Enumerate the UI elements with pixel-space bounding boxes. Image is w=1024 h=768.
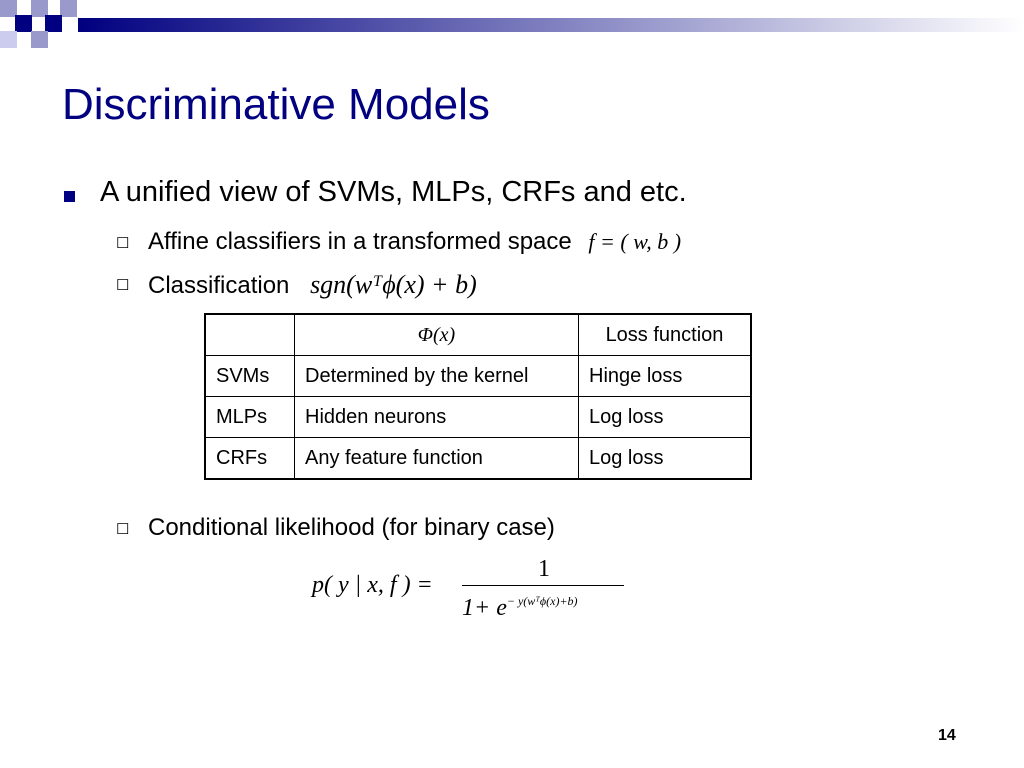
square-bullet-icon bbox=[64, 191, 75, 202]
table-header-cell: Φ(x) bbox=[295, 314, 579, 356]
hollow-square-bullet-icon: ☐ bbox=[116, 235, 130, 252]
comparison-table bbox=[204, 313, 752, 480]
equation-numerator: 1 bbox=[538, 556, 550, 582]
hollow-square-bullet-icon: ☐ bbox=[116, 521, 130, 538]
sub-bullet-affine-text: Affine classifiers in a transformed space f = ( w, b ) bbox=[148, 228, 682, 255]
table-row bbox=[205, 397, 751, 438]
main-bullet-text: A unified view of SVMs, MLPs, CRFs and etc. bbox=[100, 176, 687, 208]
sub-bullet-classification-text: Classification sgn(wᵀϕ(x) + b) bbox=[148, 270, 477, 299]
table-cell: Any feature function bbox=[295, 438, 579, 480]
page-title: Discriminative Models bbox=[62, 80, 490, 129]
page-number: 14 bbox=[938, 727, 956, 744]
table-row bbox=[205, 438, 751, 480]
hollow-square-bullet-icon: ☐ bbox=[116, 277, 130, 294]
table-cell: Log loss bbox=[579, 438, 752, 480]
table-row bbox=[205, 356, 751, 397]
table-header-cell: Loss function bbox=[579, 314, 752, 356]
table-cell: CRFs bbox=[205, 438, 295, 480]
affine-formula: f = ( w, b ) bbox=[588, 229, 682, 254]
table-cell: Hinge loss bbox=[579, 356, 752, 397]
title-decoration bbox=[0, 0, 1024, 48]
table-header-row bbox=[205, 314, 751, 356]
equation-lhs: p( y | x, f ) = bbox=[312, 572, 433, 598]
classification-formula: sgn(wᵀϕ(x) + b) bbox=[310, 270, 477, 299]
fraction-bar bbox=[462, 585, 624, 586]
table-cell: Log loss bbox=[579, 397, 752, 438]
table-cell: Determined by the kernel bbox=[295, 356, 579, 397]
table-cell: Hidden neurons bbox=[295, 397, 579, 438]
table-header-cell bbox=[205, 314, 295, 356]
table-cell: SVMs bbox=[205, 356, 295, 397]
equation-denominator: $1+ e^{- y(wᵀ\phi(x)+b)}$ bbox=[462, 594, 578, 621]
table-cell: MLPs bbox=[205, 397, 295, 438]
sub-bullet-likelihood-text: Conditional likelihood (for binary case) bbox=[148, 514, 555, 541]
equation-exponent: − y(wᵀϕ(x)+b) bbox=[506, 594, 578, 608]
